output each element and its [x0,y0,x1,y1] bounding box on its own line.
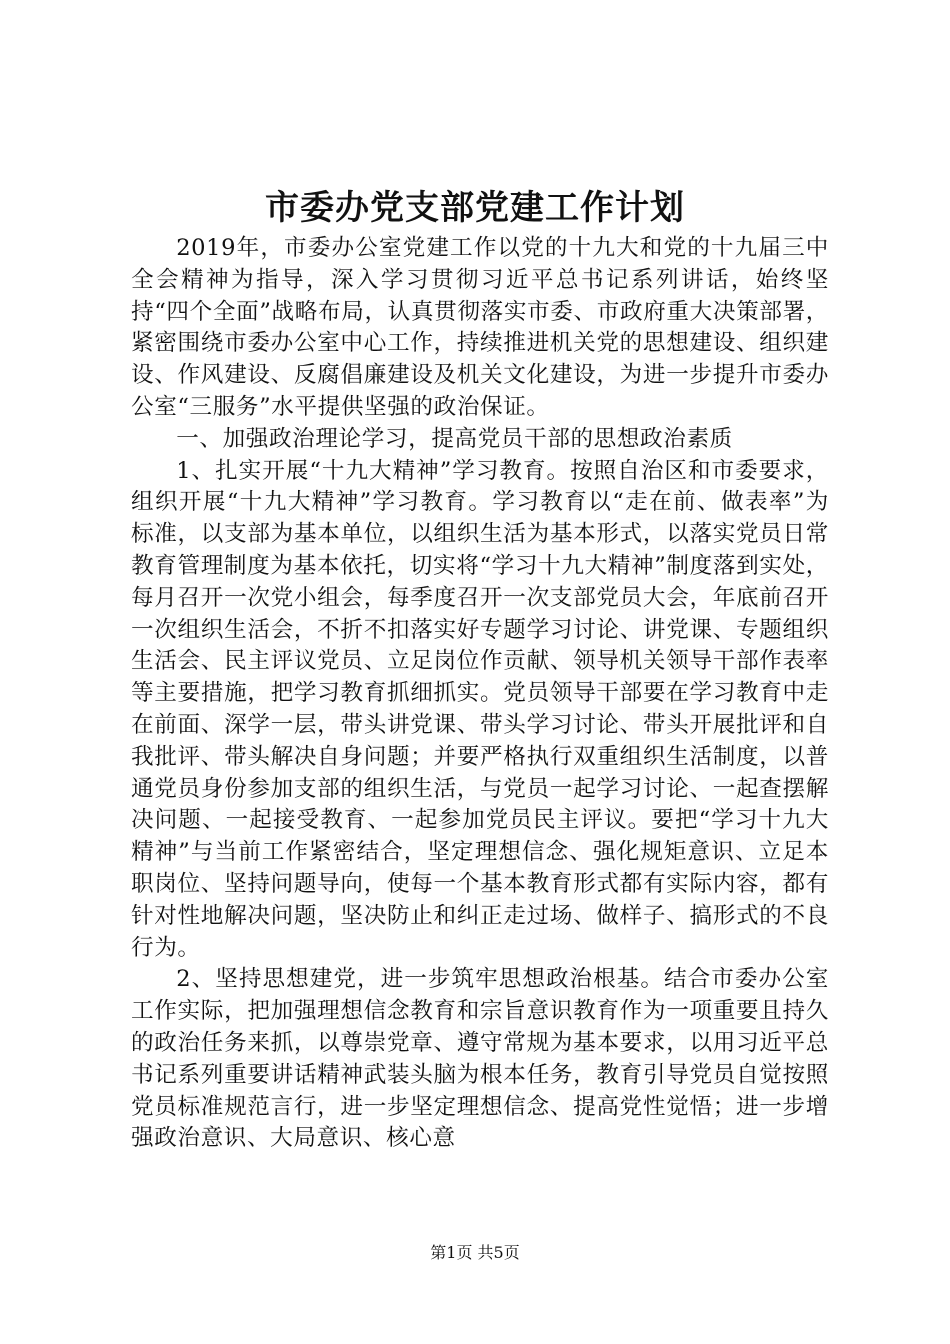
paragraph-item-2: 2、坚持思想建党，进一步筑牢思想政治根基。结合市委办公室工作实际，把加强理想信念教育和宗旨意识教育作为一项重要且持久的政治任务来抓，以尊崇党章、遵守常规为基本要求，以用习近平总书记系列重要讲话精神武装头脑为根本任务，教育引导党员自觉按照党员标准规范言行，进一步坚定理想信念、提高党性觉悟；进一步增强政治意识、大局意识、核心意 [131,966,829,1152]
page-footer: 第1页 共5页 [430,1243,520,1262]
paragraph-intro: 2019年，市委办公室党建工作以党的十九大和党的十九届三中全会精神为指导，深入学习贯彻习近平总书记系列讲话，始终坚持“四个全面”战略布局，认真贯彻落实市委、市政府重大决策部署，紧密围绕市委办公室中心工作，持续推进机关党的思想建设、组织建设、作风建设、反腐倡廉建设及机关文化建设，为进一步提升市委办公室“三服务”水平提供坚强的政治保证。 [131,235,829,420]
document-body [131,233,829,1155]
section-heading-1: 一、加强政治理论学习，提高党员干部的思想政治素质 [176,425,733,452]
document-title: 市委办党支部党建工作计划 [265,188,685,228]
paragraph-item-1: 1、扎实开展“十九大精神”学习教育。按照自治区和市委要求，组织开展“十九大精神”学习教育。学习教育以“走在前、做表率”为标准，以支部为基本单位，以组织生活为基本形式，以落实党员日常教育管理制度为基本依托，切实将“学习十九大精神”制度落到实处，每月召开一次党小组会，每季度召开一次支部党员大会，年底前召开一次组织生活会，不折不扣落实好专题学习讨论、讲党课、专题组织生活会、民主评议党员、立足岗位作贡献、领导机关领导干部作表率等主要措施，把学习教育抓细抓实。党员领导干部要在学习教育中走在前面、深学一层，带头讲党课、带头学习讨论、带头开展批评和自我批评、带头解决自身问题；并要严格执行双重组织生活制度，以普通党员身份参加支部的组织生活，与党员一起学习讨论、一起查摆解决问题、一起接受教育、一起参加党员民主评议。要把“学习十九大精神”与当前工作紧密结合，坚定理想信念、强化规矩意识、立足本职岗位、坚持问题导向，使每一个基本教育形式都有实际内容，都有针对性地解决问题，坚决防止和纠正走过场、做样子、搞形式的不良行为。 [131,457,829,961]
